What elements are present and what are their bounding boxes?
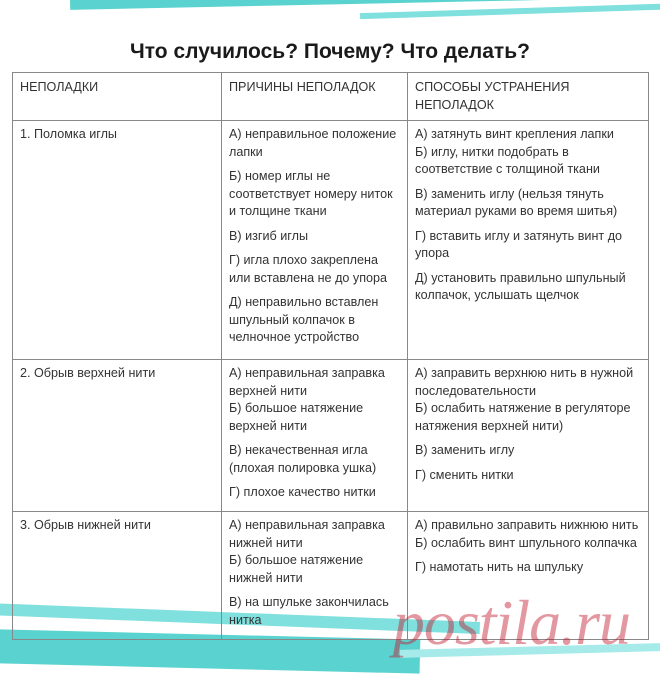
header-solutions: СПОСОБЫ УСТРАНЕНИЯ НЕПОЛАДОК	[408, 73, 649, 121]
solutions-cell	[408, 360, 649, 512]
causes-cell	[222, 121, 408, 360]
cause-item: А) неправильная заправка нижней нити Б) большое натяжение нижней нити	[229, 518, 385, 585]
cause-item: Б) номер иглы не соответствует номеру ниток и толщине ткани	[229, 169, 393, 218]
header-problems: НЕПОЛАДКИ	[13, 73, 222, 121]
cause-item: Г) плохое качество нитки	[229, 485, 376, 499]
solution-item: Г) вставить иглу и затянуть винт до упора	[415, 228, 623, 260]
solutions-cell	[408, 121, 649, 360]
cause-item: Д) неправильно вставлен шпульный колпачок в челночное устройство	[229, 295, 379, 344]
table-row	[13, 121, 649, 360]
table-body	[13, 121, 649, 640]
table-header-row	[13, 73, 649, 121]
page-title: Что случилось? Почему? Что делать?	[130, 40, 530, 64]
cause-item: В) на шпульке закончилась нитка	[229, 595, 389, 627]
decor-stripe-top-thin	[360, 3, 660, 19]
watermark-logo: postila.ru	[392, 587, 630, 658]
causes-cell	[222, 360, 408, 512]
header-causes: ПРИЧИНЫ НЕПОЛАДОК	[222, 73, 408, 121]
problem-cell: 2. Обрыв верхней нити	[13, 360, 222, 512]
solution-item: В) заменить иглу (нельзя тянуть материал руками во время шитья)	[415, 186, 618, 218]
solution-item: А) заправить верхнюю нить в нужной последовательности Б) ослабить натяжение в регуляторе натяжения верхней нити)	[415, 366, 634, 433]
solution-item: Г) намотать нить на шпульку	[415, 560, 584, 574]
cause-item: А) неправильное положение лапки	[229, 127, 397, 159]
cause-item: Г) игла плохо закреплена или вставлена не до упора	[229, 253, 388, 285]
solution-item: Г) сменить нитки	[415, 467, 514, 482]
table-row	[13, 360, 649, 512]
troubleshooting-table	[12, 72, 649, 640]
problem-cell: 3. Обрыв нижней нити	[13, 512, 222, 640]
solution-item: А) правильно заправить нижнюю нить Б) ослабить винт шпульного колпачка	[415, 518, 639, 550]
solution-item: Д) установить правильно шпульный колпачок, услышать щелчок	[415, 270, 626, 302]
cause-item: А) неправильная заправка верхней нити Б) большое натяжение верхней нити	[229, 366, 385, 433]
cause-item: В) изгиб иглы	[229, 228, 308, 243]
solution-item: В) заменить иглу	[415, 443, 515, 457]
causes-cell	[222, 512, 408, 640]
solution-item: А) затянуть винт крепления лапки Б) иглу, нитки подобрать в соответствие с толщиной ткани	[415, 127, 614, 176]
problem-cell: 1. Поломка иглы	[13, 121, 222, 360]
cause-item: В) некачественная игла (плохая полировка ушка)	[229, 443, 377, 475]
